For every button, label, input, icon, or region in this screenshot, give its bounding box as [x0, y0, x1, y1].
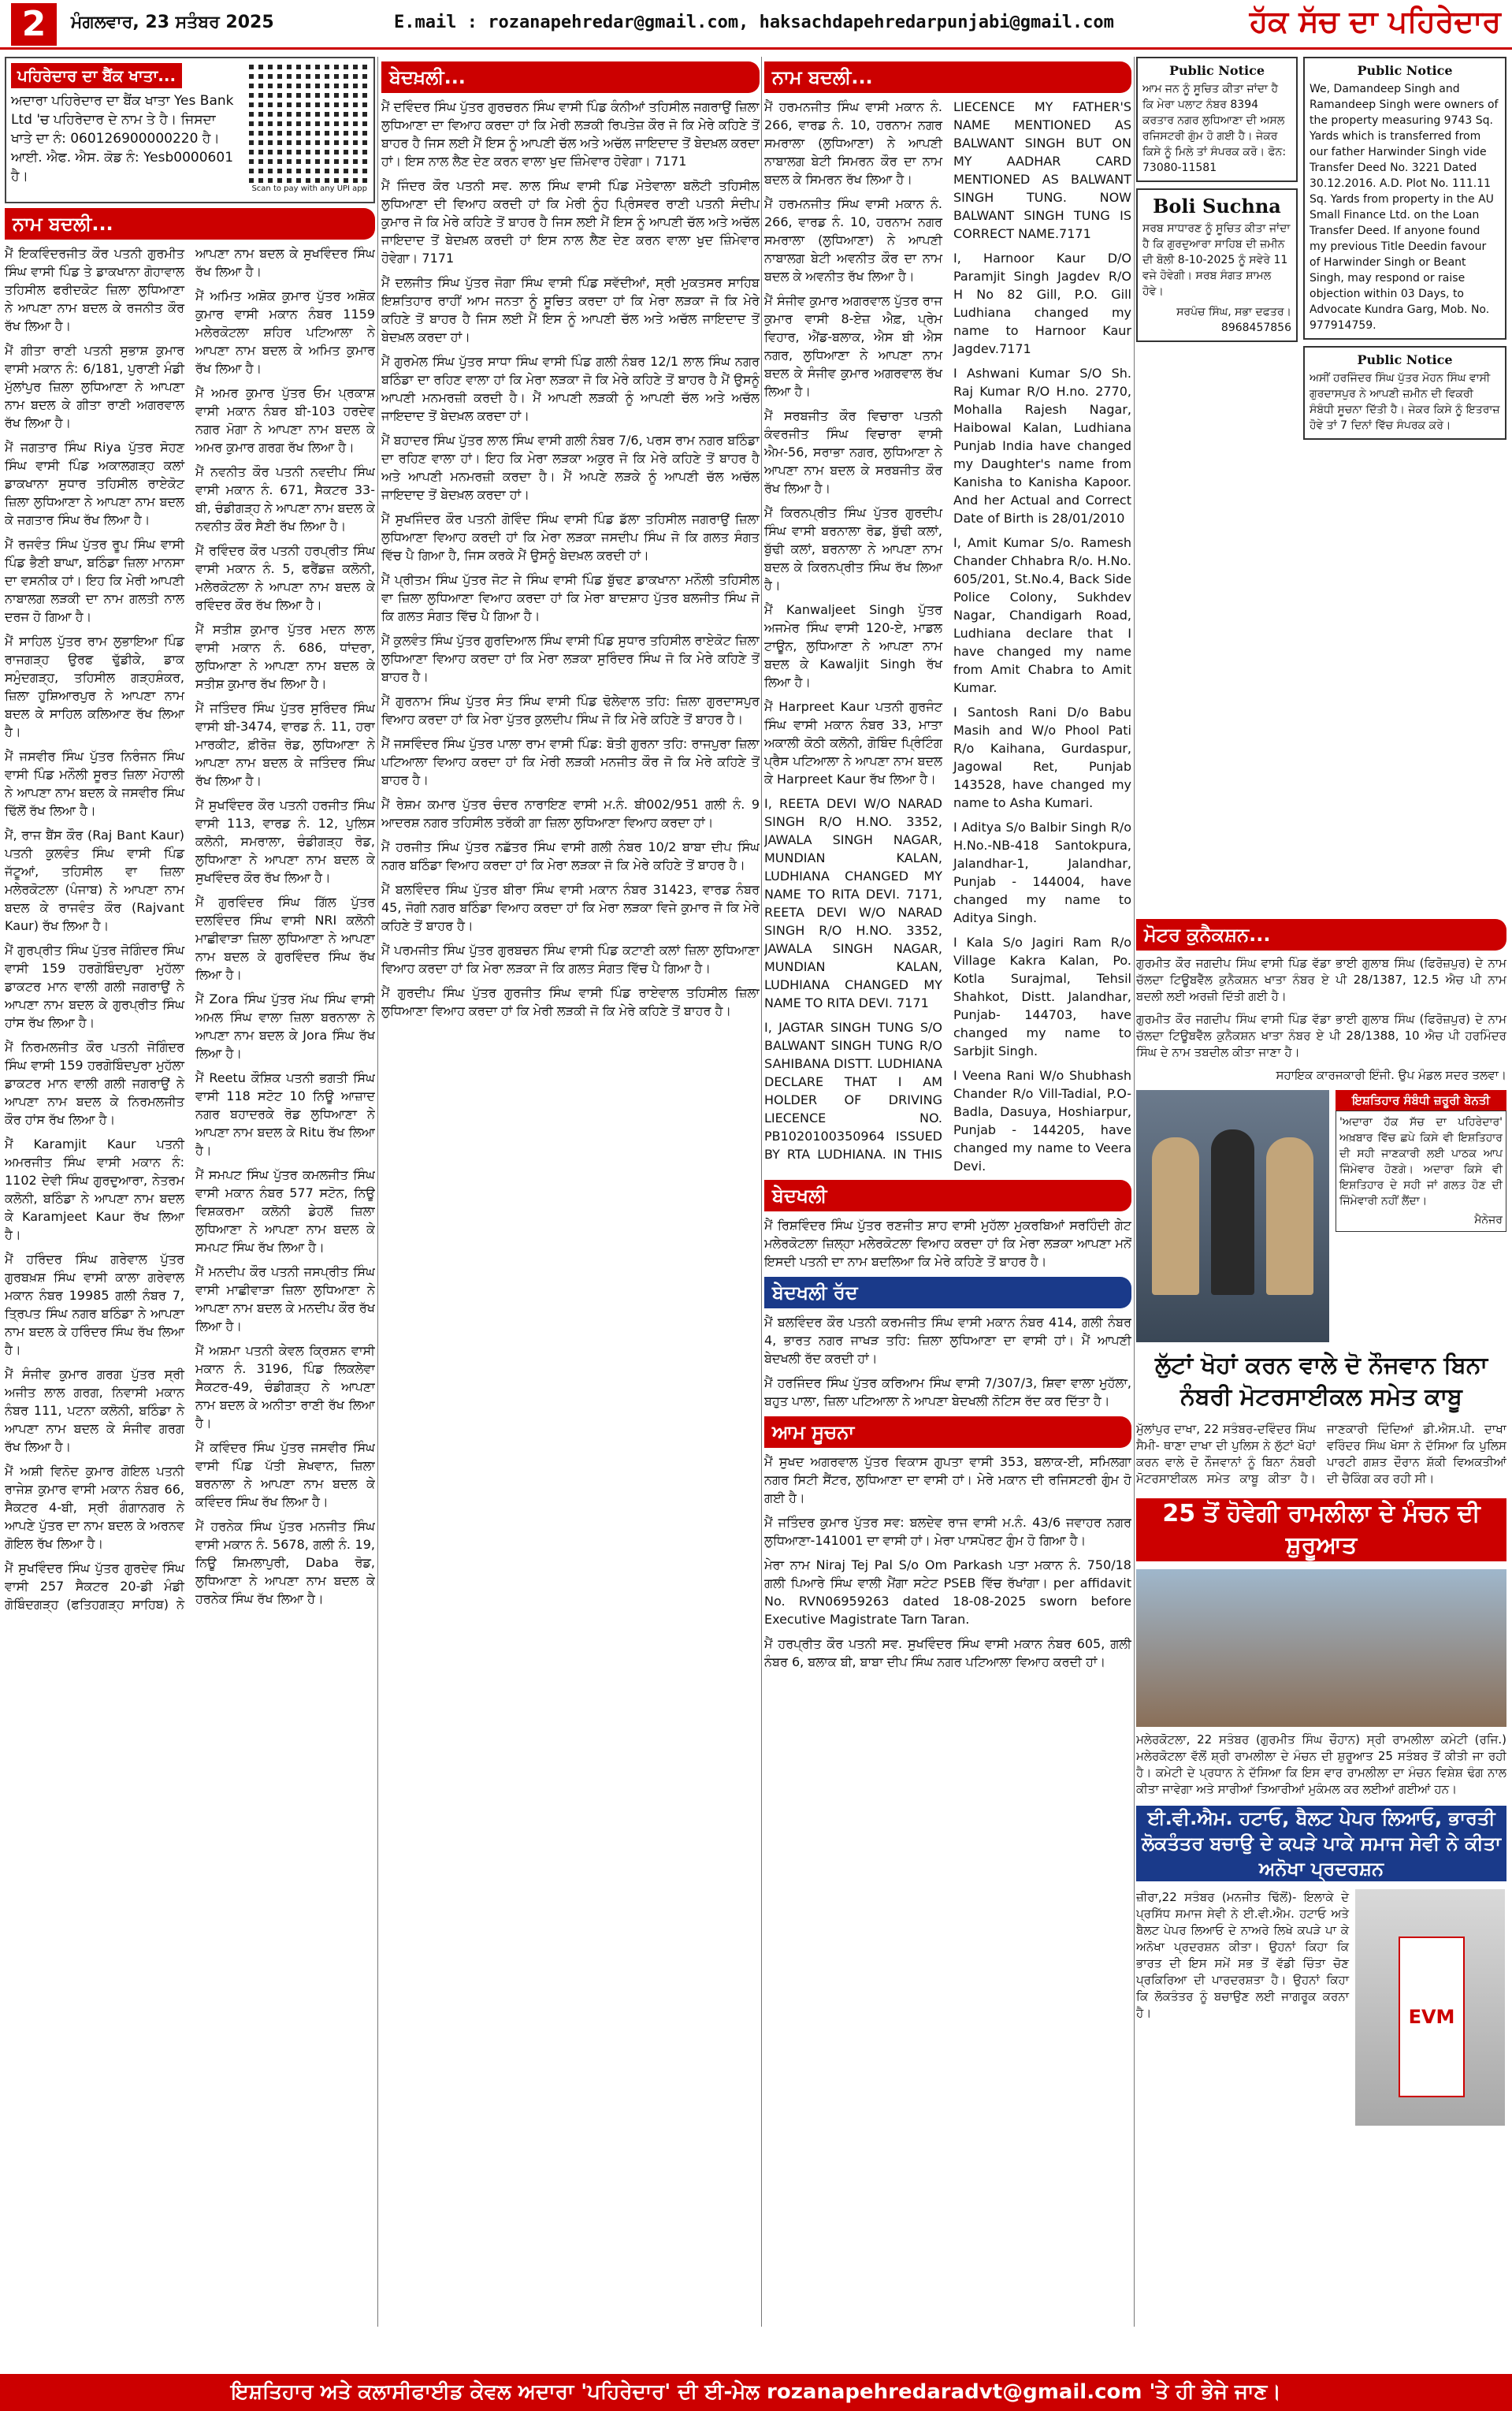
news-2-body [1136, 1732, 1506, 1798]
list-item: ਮੈਂ ਗੁਰਵਿੰਦਰ ਸਿੰਘ ਗਿੱਲ ਪੁੱਤਰ ਦਲਵਿੰਦਰ ਸਿੰਘ ਵਾਸੀ NRI ਕਲੋਨੀ ਮਾਛੀਵਾੜਾ ਜ਼ਿਲਾ ਲੁਧਿਆਣਾ ਨੇ ਆਪਣਾ ਨਾਮ ਬਦਲ ਕੇ ਗੁਰਵਿੰਦਰ ਸਿੰਘ ਰੱਖ ਲਿਆ ਹੈ। [195, 895, 375, 982]
list-item: ਮੈਂ ਨਿਰਮਲਜੀਤ ਕੌਰ ਪਤਨੀ ਜੋਗਿੰਦਰ ਸਿੰਘ ਵਾਸੀ 159 ਹਰਗੋਬਿੰਦਪੁਰਾ ਮੁਹੱਲਾ ਡਾਕਟਰ ਮਾਨ ਵਾਲੀ ਗਲੀ ਜਗਰਾਉਂ ਨੇ ਆਪਣਾ ਨਾਮ ਬਦਲ ਕੇ ਨਿਰਮਲਜੀਤ ਕੌਰ ਹਾਂਸ ਰੱਖ ਲਿਆ ਹੈ। [5, 1040, 184, 1127]
list-item: ਮੈਂ ਬਹਾਦਰ ਸਿੰਘ ਪੁੱਤਰ ਲਾਲ ਸਿੰਘ ਵਾਸੀ ਗਲੀ ਨੰਬਰ 7/6, ਪਰਸ ਰਾਮ ਨਗਰ ਬਠਿੰਡਾ ਦਾ ਰਹਿਣ ਵਾਲਾ ਹਾਂ। ਇਹ ਕਿ ਮੇਰਾ ਲੜਕਾ ਅਕੁਰ ਜੋ ਕਿ ਮੇਰੇ ਕਹਿਣੇ ਤੋਂ ਬਾਹਰ ਹੈ ਅਤੇ ਆਪਣੀ ਮਨਮਰਜ਼ੀ ਕਰਦਾ ਹੈ। ਮੈਂ ਅਪਣੇ ਲੜਕੇ ਨੂੰ ਆਪਣੀ ਚੱਲ ਅਚੱਲ ਜਾਇਦਾਦ ਤੋਂ ਬੇਦਖ਼ਲ ਕਰਦਾ ਹਾਂ। [381, 433, 760, 502]
column-naam-badli [5, 57, 375, 2327]
list-item: I Santosh Rani D/o Babu Masih and W/o Phool Pati R/o Kaihana, Gurdaspur, Jagowal Ret, Punjab 143528, have changed my name to Asha Kumari. [953, 705, 1131, 810]
bank-title: ਪਹਿਰੇਦਾਰ ਦਾ ਬੈਂਕ ਖਾਤਾ... [11, 63, 182, 88]
right-news-area [1136, 914, 1506, 2364]
news-body: ਜ਼ੀਰਾ,22 ਸਤੰਬਰ (ਮਨਜੀਤ ਢਿੱਲੋਂ)- ਇਲਾਕੇ ਦੇ ਪ੍ਰਸਿੱਧ ਸਮਾਜ ਸੇਵੀ ਨੇ ਈ.ਵੀ.ਐਮ. ਹਟਾਓ ਅਤੇ ਬੈਲਟ ਪੇਪਰ ਲਿਆਓ ਦੇ ਨਾਅਰੇ ਲਿਖੇ ਕਪੜੇ ਪਾ ਕੇ ਅਨੋਖਾ ਪ੍ਰਦਰਸ਼ਨ ਕੀਤਾ। ਉਹਨਾਂ ਕਿਹਾ ਕਿ ਭਾਰਤ ਦੀ ਇਸ ਸਮੇਂ ਸਭ ਤੋਂ ਵੱਡੀ ਚਿੰਤਾ ਚੋਣ ਪ੍ਰਕਿਰਿਆ ਦੀ ਪਾਰਦਰਸ਼ਤਾ ਹੈ। ਉਹਨਾਂ ਕਿਹਾ ਕਿ ਲੋਕਤੰਤਰ ਨੂੰ ਬਚਾਉਣ ਲਈ ਜਾਗਰੂਕ ਕਰਨਾ ਹੈ। [1136, 1890, 1349, 2020]
motor-listings [1136, 955, 1506, 1084]
header-email[interactable]: E.mail : rozanapehredar@gmail.com, haksachdapehredarpunjabi@gmail.com [394, 13, 1114, 32]
list-item: ਮੈਂ ਜਸਵਿੰਦਰ ਸਿੰਘ ਪੁੱਤਰ ਪਾਲਾ ਰਾਮ ਵਾਸੀ ਪਿੰਡ: ਬੋਤੀ ਗੁਰਨਾ ਤਹਿ: ਰਾਜਪੁਰਾ ਜ਼ਿਲਾ ਪਟਿਆਲਾ ਵਿਆਹ ਕਰਦਾ ਹਾਂ ਕਿ ਮੇਰੀ ਲੜਕੀ ਮਨਜੀਤ ਕੌਰ ਜੋ ਕਿ ਮੇਰੇ ਕਹਿਣੇ ਤੋਂ ਬਾਹਰ ਹੈ। [381, 736, 760, 787]
bank-details: ਅਦਾਰਾ ਪਹਿਰੇਦਾਰ ਦਾ ਬੈਂਕ ਖਾਤਾ Yes Bank Ltd 'ਚ ਪਹਿਰੇਦਾਰ ਦੇ ਨਾਮ ਤੇ ਹੈ। ਜਿਸਦਾ ਖਾਤੇ ਦਾ ਨੰ: 060126900000220 ਹੈ। ਆਈ. ਐਫ. ਐਸ. ਕੋਡ ਨੰ: Yesb0000601 ਹੈ। [11, 93, 234, 184]
list-item: ਮੈਂ ਹਰਮਨਜੀਤ ਸਿੰਘ ਵਾਸੀ ਮਕਾਨ ਨੰ. 266, ਵਾਰਡ ਨੰ. 10, ਹਰਨਾਮ ਨਗਰ ਸਮਰਾਲਾ (ਲੁਧਿਆਣਾ) ਨੇ ਆਪਣੀ ਨਾਬਾਲਗ ਬੇਟੀ ਸਿਮਰਨ ਕੌਰ ਦਾ ਨਾਮ ਬਦਲ ਕੇ ਸਿਮਰਨ ਰੱਖ ਲਿਆ ਹੈ। [764, 99, 942, 187]
list-item: ਮੈਂ ਮਨਦੀਪ ਕੌਰ ਪਤਨੀ ਜਸਪ੍ਰੀਤ ਸਿੰਘ ਵਾਸੀ ਮਾਛੀਵਾੜਾ ਜ਼ਿਲਾ ਲੁਧਿਆਣਾ ਨੇ ਆਪਣਾ ਨਾਮ ਬਦਲ ਕੇ ਮਨਦੀਪ ਕੌਰ ਰੱਖ ਲਿਆ ਹੈ। [195, 1264, 375, 1334]
page-number: 2 [11, 3, 57, 46]
list-item: ਮੈਂ ਗੁਰਨਾਮ ਸਿੰਘ ਪੁੱਤਰ ਸੰਤ ਸਿੰਘ ਵਾਸੀ ਪਿੰਡ ਢੋਲੇਵਾਲ ਤਹਿ: ਜ਼ਿਲਾ ਗੁਰਦਾਸਪੁਰ ਵਿਆਹ ਕਰਦਾ ਹਾਂ ਕਿ ਮੇਰਾ ਪੁੱਤਰ ਕੁਲਦੀਪ ਸਿੰਘ ਜੋ ਕਿ ਮੇਰੇ ਕਹਿਣੇ ਤੋਂ ਬਾਹਰ ਹੈ। [381, 694, 760, 727]
list-item: I, REETA DEVI W/O NARAD SINGH R/O H.NO. 3352, JAWALA SINGH NAGAR, MUNDIAN KALAN, LUDHIANA CHANGED MY NAME TO RITA DEVI. 7171, REETA DEVI W/O NARAD SINGH R/O H.NO. 3352, JAWALA SINGH NAGAR, MUNDIAN KALAN, LUDHIANA CHANGED MY NAME TO RITA DEVI. 7171 [764, 796, 942, 1010]
list-item: ਮੈਂ ਦਵਿੰਦਰ ਸਿੰਘ ਪੁੱਤਰ ਗੁਰਚਰਨ ਸਿੰਘ ਵਾਸੀ ਪਿੰਡ ਕੰਨੀਆਂ ਤਹਿਸੀਲ ਜਗਰਾਉਂ ਜ਼ਿਲਾ ਲੁਧਿਆਣਾ ਦਾ ਵਿਆਹ ਕਰਦਾ ਹਾਂ ਕਿ ਮੇਰੀ ਲੜਕੀ ਰਿਪਤੇਜ਼ ਕੌਰ ਜੋ ਕਿ ਮੇਰੇ ਕਹਿਣੇ ਤੋਂ ਬਾਹਰ ਹੈ ਜਿਸ ਲਈ ਮੈਂ ਇਸ ਨੂੰ ਆਪਣੀ ਚੱਲ ਅਤੇ ਅਚੱਲ ਜਾਇਦਾਦ ਤੋਂ ਬੇਦਖ਼ਲ ਕਰਦਾ ਹਾਂ। ਇਸ ਨਾਲ ਲੈਣ ਦੇਣ ਕਰਨ ਵਾਲਾ ਖੁਦ ਜ਼ਿੰਮੇਵਾਰ ਹੋਵੇਗਾ। 7171 [381, 99, 760, 169]
list-item: ਮੈਂ ਬਲਵਿੰਦਰ ਸਿੰਘ ਪੁੱਤਰ ਬੀਰਾ ਸਿੰਘ ਵਾਸੀ ਮਕਾਨ ਨੰਬਰ 31423, ਵਾਰਡ ਨੰਬਰ 45, ਜੋਗੀ ਨਗਰ ਬਠਿੰਡਾ ਵਿਆਹ ਕਰਦਾ ਹਾਂ ਕਿ ਮੇਰਾ ਲੜਕਾ ਵਿਜੇ ਕੁਮਾਰ ਜੋ ਕਿ ਮੇਰੇ ਕਹਿਣੇ ਤੋਂ ਬਾਹਰ ਹੈ। [381, 882, 760, 933]
public-notice-2 [1303, 57, 1506, 340]
list-item: ਗੁਰਮੀਤ ਕੌਰ ਜਗਦੀਪ ਸਿੰਘ ਵਾਸੀ ਪਿੰਡ ਵੱਡਾ ਭਾਈ ਗੁਲਾਬ ਸਿੰਘ (ਫਿਰੋਜ਼ਪੁਰ) ਦੇ ਨਾਮ ਚੱਲਦਾ ਟਿਊਬਵੈੱਲ ਕੁਨੈਕਸ਼ਨ ਖਾਤਾ ਨੰਬਰ ਏ ਪੀ 28/1388, 10 ਐਚ ਪੀ ਹਰਮਿੰਦਰ ਸਿੰਘ ਦੇ ਨਾਮ ਤਬਦੀਲ ਕੀਤਾ ਜਾਣਾ ਹੈ। [1136, 1012, 1506, 1059]
list-item: ਮੈਂ Harpreet Kaur ਪਤਨੀ ਗੁਰਜੰਟ ਸਿੰਘ ਵਾਸੀ ਮਕਾਨ ਨੰਬਰ 33, ਮਾਤਾ ਅਕਾਲੀ ਕੋਠੀ ਕਲੋਨੀ, ਗੋਬਿੰਦ ਪ੍ਰਿੰਟਿੰਗ ਪ੍ਰੈਸ ਪਟਿਆਲਾ ਨੇ ਆਪਣਾ ਨਾਮ ਬਦਲ ਕੇ Harpreet Kaur ਰੱਖ ਲਿਆ ਹੈ। [764, 699, 942, 787]
list-item: ਮੈਂ ਅਮਰ ਕੁਮਾਰ ਪੁੱਤਰ ਓਮ ਪ੍ਰਕਾਸ਼ ਵਾਸੀ ਮਕਾਨ ਨੰਬਰ ਬੀ-103 ਹਰਦੇਵ ਨਗਰ ਮੋਗਾ ਨੇ ਆਪਣਾ ਨਾਮ ਬਦਲ ਕੇ ਅਮਰ ਕੁਮਾਰ ਗਰਗ ਰੱਖ ਲਿਆ ਹੈ। [195, 385, 375, 455]
person-silhouette [1266, 1137, 1313, 1295]
column-naam-badli-2 [764, 57, 1131, 2327]
news-1-body [1136, 1421, 1506, 1490]
list-item: ਮੈਂ ਸੰਜੀਵ ਕੁਮਾਰ ਗਰਗ ਪੁੱਤਰ ਸ੍ਰੀ ਅਜੀਤ ਲਾਲ ਗਰਗ, ਨਿਵਾਸੀ ਮਕਾਨ ਨੰਬਰ 111, ਪਟਨਾ ਕਲੋਨੀ, ਬਠਿੰਡਾ ਨੇ ਆਪਣਾ ਨਾਮ ਬਦਲ ਕੇ ਸੰਜੀਵ ਗਰਗ ਰੱਖ ਲਿਆ ਹੈ। [5, 1367, 184, 1454]
section-bedakhli-radd: ਬੇਦਖਲੀ ਰੱਦ [764, 1277, 1131, 1308]
person-silhouette [1211, 1129, 1254, 1295]
section-aam-suchna: ਆਮ ਸੂਚਨਾ [764, 1416, 1131, 1448]
list-item: I Veena Rani W/o Shubhash Chander R/o Vill-Tadial, P.O- Badla, Dasuya, Hoshiarpur, Punjab - 144205, have changed my name to Veera Devi. [953, 1068, 1131, 1174]
notice-title: Public Notice [1357, 352, 1453, 367]
section-naam-badli: ਨਾਮ ਬਦਲੀ... [5, 208, 375, 240]
list-item: ਮੈਂ ਪ੍ਰੀਤਮ ਸਿੰਘ ਪੁੱਤਰ ਜੋਟ ਜੇ ਸਿੰਘ ਵਾਸੀ ਪਿੰਡ ਬੁੱਢਣ ਡਾਕਖਾਨਾ ਮਨੌਲੀ ਤਹਿਸੀਲ ਵਾ ਜ਼ਿਲਾ ਲੁਧਿਆਣਾ ਵਿਆਹ ਕਰਦਾ ਹਾਂ ਕਿ ਮੇਰਾ ਬਾਦਸ਼ਾਹ ਪੁੱਤਰ ਬਲਜੀਤ ਸਿੰਘ ਜੋ ਕਿ ਗਲਤ ਸੰਗਤ ਵਿੱਚ ਪੈ ਗਿਆ ਹੈ। [381, 572, 760, 623]
page-date: ਮੰਗਲਵਾਰ, 23 ਸਤੰਬਰ 2025 [71, 13, 274, 32]
public-notice-1 [1136, 57, 1298, 182]
section-bedakhli: ਬੇਦਖ਼ਲੀ... [381, 61, 760, 93]
qr-caption: Scan to pay with any UPI app [251, 184, 367, 193]
list-item: ਮੈਂ ਜਤਿੰਦਰ ਸਿੰਘ ਪੁੱਤਰ ਸੁਰਿੰਦਰ ਸਿੰਘ ਵਾਸੀ ਬੀ-3474, ਵਾਰਡ ਨੰ. 11, ਹਰਾ ਮਾਰਕੀਟ, ਫ਼ੀਰੋਜ਼ ਰੋਡ, ਲੁਧਿਆਣਾ ਨੇ ਆਪਣਾ ਨਾਮ ਬਦਲ ਕੇ ਜਤਿੰਦਰ ਸਿੰਘ ਰੱਖ ਲਿਆ ਹੈ। [195, 701, 375, 788]
list-item: ਮੈਂ ਪਰਮਜੀਤ ਸਿੰਘ ਪੁੱਤਰ ਗੁਰਬਚਨ ਸਿੰਘ ਵਾਸੀ ਪਿੰਡ ਕਟਾਣੀ ਕਲਾਂ ਜ਼ਿਲਾ ਲੁਧਿਆਣਾ ਵਿਆਹ ਕਰਦਾ ਹਾਂ ਕਿ ਮੇਰਾ ਲੜਕਾ ਜੋ ਕਿ ਗਲਤ ਸੰਗਤ ਵਿੱਚ ਪੈ ਗਿਆ ਹੈ। [381, 943, 760, 976]
notice-title: Public Notice [1168, 63, 1265, 78]
list-item: ਮੈਂ Reetu ਕੌਸ਼ਿਕ ਪਤਨੀ ਭਗਤੀ ਸਿੰਘ ਵਾਸੀ 118 ਸਟੋਟ 10 ਨਿਊ ਆਜ਼ਾਦ ਨਗਰ ਬਹਾਦਰਕੇ ਰੋਡ ਲੁਧਿਆਣਾ ਨੇ ਆਪਣਾ ਨਾਮ ਬਦਲ ਕੇ Ritu ਰੱਖ ਲਿਆ ਹੈ। [195, 1070, 375, 1158]
list-item: ਮੈਂ ਜਤਿੰਦਰ ਕੁਮਾਰ ਪੁੱਤਰ ਸਵ: ਬਲਦੇਵ ਰਾਜ ਵਾਸੀ ਮ.ਨੰ. 43/6 ਜਵਾਹਰ ਨਗਰ ਲੁਧਿਆਣਾ-141001 ਦਾ ਵਾਸੀ ਹਾਂ। ਮੇਰਾ ਪਾਸਪੋਰਟ ਗੁੰਮ ਹੋ ਗਿਆ ਹੈ। [764, 1515, 1131, 1548]
disclaimer-sign: ਮੈਨੇਜਰ [1474, 1214, 1503, 1226]
notice-text: ਆਮ ਜਨ ਨੂੰ ਸੂਚਿਤ ਕੀਤਾ ਜਾਂਦਾ ਹੈ ਕਿ ਮੇਰਾ ਪਲਾਟ ਨੰਬਰ 8394 ਕਰਤਾਰ ਨਗਰ ਲੁਧਿਆਣਾ ਦੀ ਅਸਲ ਰਜਿਸਟਰੀ ਗੁੰਮ ਹੋ ਗਈ ਹੈ। ਜੇਕਰ ਕਿਸੇ ਨੂੰ ਮਿਲੇ ਤਾਂ ਸੰਪਰਕ ਕਰੋ। ਫੋਨ: 73080-11581 [1142, 83, 1287, 174]
section-motor: ਮੋਟਰ ਕੁਨੈਕਸ਼ਨ... [1136, 919, 1506, 951]
ramlila-photo [1136, 1569, 1506, 1727]
list-item: ਮੈਂ ਸੁਖਵਿੰਦਰ ਕੌਰ ਪਤਨੀ ਹਰਜੀਤ ਸਿੰਘ ਵਾਸੀ 113, ਵਾਰਡ ਨੰ. 12, ਪੁਲਿਸ ਕਲੋਨੀ, ਸਮਰਾਲਾ, ਚੰਡੀਗੜ੍ਹ ਰੋਡ, ਲੁਧਿਆਣਾ ਨੇ ਆਪਣਾ ਨਾਮ ਬਦਲ ਕੇ ਸੁਖਵਿੰਦਰ ਕੌਰ ਰੱਖ ਲਿਆ ਹੈ। [195, 798, 375, 885]
boli-text: ਸਰਬ ਸਾਧਾਰਣ ਨੂੰ ਸੂਚਿਤ ਕੀਤਾ ਜਾਂਦਾ ਹੈ ਕਿ ਗੁਰਦੁਆਰਾ ਸਾਹਿਬ ਦੀ ਜ਼ਮੀਨ ਦੀ ਬੋਲੀ 8-10-2025 ਨੂੰ ਸਵੇਰੇ 11 ਵਜੇ ਹੋਵੇਗੀ। ਸਰਬ ਸੰਗਤ ਸ਼ਾਮਲ ਹੋਵੇ। [1142, 222, 1291, 298]
list-item: ਮੈਂ ਗੁਰਮੇਲ ਸਿੰਘ ਪੁੱਤਰ ਸਾਧਾ ਸਿੰਘ ਵਾਸੀ ਪਿੰਡ ਗਲੀ ਨੰਬਰ 12/1 ਲਾਲ ਸਿੰਘ ਨਗਰ ਬਠਿੰਡਾ ਦਾ ਰਹਿਣ ਵਾਲਾ ਹਾਂ ਕਿ ਮੇਰਾ ਲੜਕਾ ਜੋ ਕਿ ਮੇਰੇ ਕਹਿਣੇ ਤੋਂ ਬਾਹਰ ਹੈ ਮੈਂ ਉਸਨੂੰ ਆਪਣੀ ਮਨਮਰਜ਼ੀ ਕਰਦੀ ਹੈ। ਮੈਂ ਆਪਣੀ ਲੜਕੀ ਨੂੰ ਆਪਣੀ ਚੱਲ ਅਤੇ ਅਚੱਲ ਜਾਇਦਾਦ ਤੋਂ ਬੇਦਖ਼ਲ ਕਰਦਾ ਹਾਂ। [381, 354, 760, 423]
list-item: ਮੈਂ Karamjit Kaur ਪਤਨੀ ਅਮਰਜੀਤ ਸਿੰਘ ਵਾਸੀ ਮਕਾਨ ਨੰ: 1102 ਦੇਵੀ ਸਿੰਘ ਗੁਰਦੁਆਰਾ, ਨੇਤਰਮ ਕਲੋਨੀ, ਬਠਿੰਡਾ ਨੇ ਆਪਣਾ ਨਾਮ ਬਦਲ ਕੇ Karamjeet Kaur ਰੱਖ ਲਿਆ ਹੈ। [5, 1137, 184, 1242]
disclaimer-body: 'ਅਦਾਰਾ ਹੱਕ ਸੱਚ ਦਾ ਪਹਿਰੇਦਾਰ' ਅਖ਼ਬਾਰ ਵਿੱਚ ਛਪੇ ਕਿਸੇ ਵੀ ਇਸ਼ਤਿਹਾਰ ਦੀ ਸਹੀ ਜਾਣਕਾਰੀ ਲਈ ਪਾਠਕ ਆਪ ਜਿੰਮੇਵਾਰ ਹੋਣਗੇ। ਅਦਾਰਾ ਕਿਸੇ ਵੀ ਇਸ਼ਤਿਹਾਰ ਦੇ ਸਹੀ ਜਾਂ ਗਲਤ ਹੋਣ ਦੀ ਜਿੰਮੇਵਾਰੀ ਨਹੀਂ ਲੈਂਦਾ। [1339, 1116, 1503, 1207]
list-item: ਮੈਂ, ਰਾਜ ਬੈਂਸ ਕੌਰ (Raj Bant Kaur) ਪਤਨੀ ਕੁਲਵੰਤ ਸਿੰਘ ਵਾਸੀ ਪਿੰਡ ਜੱਟੂਆਂ, ਤਹਿਸੀਲ ਵਾ ਜ਼ਿਲਾ ਮਲੇਰਕੋਟਲਾ (ਪੰਜਾਬ) ਨੇ ਆਪਣਾ ਨਾਮ ਬਦਲ ਕੇ ਰਾਜਵੰਤ ਕੌਰ (Rajvant Kaur) ਰੱਖ ਲਿਆ ਹੈ। [5, 828, 184, 933]
masthead-logo: ਹੱਕ ਸੱਚ ਦਾ ਪਹਿਰੇਦਾਰ [1249, 3, 1501, 39]
list-item: ਮੈਂ ਗੁਰਪ੍ਰੀਤ ਸਿੰਘ ਪੁੱਤਰ ਜੋਗਿੰਦਰ ਸਿੰਘ ਵਾਸੀ 159 ਹਰਗੋਬਿੰਦਪੁਰਾ ਮੁਹੱਲਾ ਡਾਕਟਰ ਮਾਨ ਵਾਲੀ ਗਲੀ ਜਗਰਾਉਂ ਨੇ ਆਪਣਾ ਨਾਮ ਬਦਲ ਕੇ ਗੁਰਪ੍ਰੀਤ ਸਿੰਘ ਹਾਂਸ ਰੱਖ ਲਿਆ ਹੈ। [5, 943, 184, 1030]
list-item: ਮੈਂ ਸੁਖਜਿੰਦਰ ਕੌਰ ਪਤਨੀ ਗੋਵਿੰਦ ਸਿੰਘ ਵਾਸੀ ਪਿੰਡ ਡੱਲਾ ਤਹਿਸੀਲ ਜਗਰਾਉਂ ਜ਼ਿਲਾ ਲੁਧਿਆਣਾ ਵਿਆਹ ਕਰਦੀ ਹਾਂ ਕਿ ਮੇਰਾ ਲੜਕਾ ਜਸਦੀਪ ਸਿੰਘ ਜੋ ਕਿ ਗਲਤ ਸੰਗਤ ਵਿੱਚ ਪੈ ਗਿਆ ਹੈ, ਜਿਸ ਕਰਕੇ ਮੈਂ ਉਸਨੂੰ ਬੇਦਖ਼ਲ ਕਰਦੀ ਹਾਂ। [381, 512, 760, 563]
list-item: ਮੇਰਾ ਨਾਮ Niraj Tej Pal S/o Om Parkash ਪਤਾ ਮਕਾਨ ਨੰ. 750/18 ਗਲੀ ਪਿਆਰੇ ਸਿੰਘ ਵਾਲੀ ਮੈਂਗਾ ਸਟੇਟ PSEB ਵਿੱਚ ਰੱਖਾਂਗਾ। per affidavit No. RVN06959263 dated 18-08-2025 sworn before Executive Magistrate Tarn Taran. [764, 1557, 1131, 1627]
list-item: ਮੈਂ ਸੁਖਦ ਅਗਰਵਾਲ ਪੁੱਤਰ ਵਿਕਾਸ ਗੁਪਤਾ ਵਾਸੀ 353, ਬਲਾਕ-ਈ, ਸਮਿਲਗਾ ਨਗਰ ਸਿਟੀ ਸੈਂਟਰ, ਲੁਧਿਆਣਾ ਦਾ ਵਾਸੀ ਹਾਂ। ਮੇਰੇ ਮਕਾਨ ਦੀ ਰਜਿਸਟਰੀ ਗੁੰਮ ਹੋ ਗਈ ਹੈ। [764, 1454, 1131, 1505]
list-item: I, Harnoor Kaur D/O Paramjit Singh Jagdev R/O H No 82 Gill, P.O. Gill Ludhiana changed my name to Harnoor Kaur Jagdev.7171 [953, 251, 1131, 356]
list-item: ਮੈਂ ਅਸ਼ੀ ਵਿਨੋਦ ਕੁਮਾਰ ਗੋਇਲ ਪਤਨੀ ਰਾਜੇਸ਼ ਕੁਮਾਰ ਵਾਸੀ ਮਕਾਨ ਨੰਬਰ 66, ਸੈਕਟਰ 4-ਬੀ, ਸ੍ਰੀ ਗੰਗਾਨਗਰ ਨੇ ਆਪਣੇ ਪੁੱਤਰ ਦਾ ਨਾਮ ਬਦਲ ਕੇ ਅਰਨਵ ਗੋਇਲ ਰੱਖ ਲਿਆ ਹੈ। [5, 1464, 184, 1551]
list-item: ਮੈਂ ਕੁਲਵੰਤ ਸਿੰਘ ਪੁੱਤਰ ਗੁਰਦਿਆਲ ਸਿੰਘ ਵਾਸੀ ਪਿੰਡ ਸੁਧਾਰ ਤਹਿਸੀਲ ਰਾਏਕੋਟ ਜ਼ਿਲਾ ਲੁਧਿਆਣਾ ਵਿਆਹ ਕਰਦਾ ਹਾਂ ਕਿ ਮੇਰਾ ਲੜਕਾ ਸੁਰਿੰਦਰ ਸਿੰਘ ਜੋ ਕਿ ਮੇਰੇ ਕਹਿਣੇ ਤੋਂ ਬਾਹਰ ਹੈ। [381, 633, 760, 684]
list-item: ਮੈਂ ਇਕਵਿੰਦਰਜੀਤ ਕੌਰ ਪਤਨੀ ਗੁਰਮੀਤ ਸਿੰਘ ਵਾਸੀ ਪਿੰਡ ਤੇ ਡਾਕਖਾਨਾ ਗੋਹਾਵਾਲ ਤਹਿਸੀਲ ਫਰੀਦਕੋਟ ਜ਼ਿਲਾ ਲੁਧਿਆਣਾ ਨੇ ਆਪਣਾ ਨਾਮ ਬਦਲ ਕੇ ਰਜਨੀਤ ਕੌਰ ਰੱਖ ਲਿਆ ਹੈ। [5, 246, 184, 333]
boli-sign: ਸਰਪੰਚ ਸਿੰਘ, ਸਭਾ ਦਫਤਰ। 8968457856 [1176, 306, 1291, 334]
list-item: ਮੈਂ ਹਰਮਨਜੀਤ ਸਿੰਘ ਵਾਸੀ ਮਕਾਨ ਨੰ. 266, ਵਾਰਡ ਨੰ. 10, ਹਰਨਾਮ ਨਗਰ ਸਮਰਾਲਾ (ਲੁਧਿਆਣਾ) ਨੇ ਆਪਣੀ ਨਾਬਾਲਗ ਬੇਟੀ ਅਵਨੀਤ ਕੌਰ ਦਾ ਨਾਮ ਬਦਲ ਕੇ ਅਵਨੀਤ ਰੱਖ ਲਿਆ ਹੈ। [764, 196, 942, 284]
news-1-headline: ਲੁੱਟਾਂ ਖੋਹਾਂ ਕਰਨ ਵਾਲੇ ਦੋ ਨੌਜਵਾਨ ਬਿਨਾ ਨੰਬਰੀ ਮੋਟਰਸਾਈਕਲ ਸਮੇਤ ਕਾਬੂ [1154, 1352, 1488, 1411]
list-item: ਮੈਂ ਹਰਨੇਕ ਸਿੰਘ ਪੁੱਤਰ ਮਨਜੀਤ ਸਿੰਘ ਵਾਸੀ ਮਕਾਨ ਨੰ. 5678, ਗਲੀ ਨੰ. 19, ਨਿਊ ਸ਼ਿਮਲਾਪੁਰੀ, Daba ਰੋਡ, ਲੁਧਿਆਣਾ ਨੇ ਆਪਣਾ ਨਾਮ ਬਦਲ ਕੇ ਹਰਨੇਕ ਸਿੰਘ ਰੱਖ ਲਿਆ ਹੈ। [195, 1519, 375, 1606]
notice-text: ਅਸੀਂ ਹਰਜਿੰਦਰ ਸਿੰਘ ਪੁੱਤਰ ਮੋਹਨ ਸਿੰਘ ਵਾਸੀ ਗੁਰਦਾਸਪੁਰ ਨੇ ਆਪਣੀ ਜ਼ਮੀਨ ਦੀ ਵਿਕਰੀ ਸੰਬੰਧੀ ਸੂਚਨਾ ਦਿੱਤੀ ਹੈ। ਜੇਕਰ ਕਿਸੇ ਨੂੰ ਇਤਰਾਜ਼ ਹੋਵੇ ਤਾਂ 7 ਦਿਨਾਂ ਵਿੱਚ ਸੰਪਰਕ ਕਰੇ। [1310, 372, 1500, 432]
list-item: I Aditya S/o Balbir Singh R/o H.No.-NB-418 Santokpura, Jalandhar-1, Jalandhar, Punjab - 144004, have changed my name to Aditya Singh. [953, 820, 1131, 925]
list-item: ਮੈਂ ਰੇਸ਼ਮ ਕਮਾਰ ਪੁੱਤਰ ਚੰਦਰ ਨਾਰਾਇਣ ਵਾਸੀ ਮ.ਨੰ. ਬੀ002/951 ਗਲੀ ਨੰ. 9 ਆਦਰਸ਼ ਨਗਰ ਤਹਿਸੀਲ ਤਰੱਕੀ ਗਾ ਜ਼ਿਲਾ ਲੁਧਿਆਣਾ ਵਿਆਹ ਕਰਦਾ ਹਾਂ। [381, 797, 760, 830]
section-bedakhli-2: ਬੇਦਖਲੀ [764, 1180, 1131, 1211]
list-item: ਮੈਂ ਜਗਤਾਰ ਸਿੰਘ Riya ਪੁੱਤਰ ਸੋਹਣ ਸਿੰਘ ਵਾਸੀ ਪਿੰਡ ਅਕਾਲਗੜ੍ਹ ਕਲਾਂ ਡਾਕਖਾਨਾ ਸੁਧਾਰ ਤਹਿਸੀਲ ਰਾਏਕੋਟ ਜ਼ਿਲਾ ਲੁਧਿਆਣਾ ਨੇ ਆਪਣਾ ਨਾਮ ਬਦਲ ਕੇ ਜਗਤਾਰ ਸਿੰਘ ਰੱਖ ਲਿਆ ਹੈ। [5, 440, 184, 527]
aam-suchna-listings [764, 1453, 1131, 1671]
column-divider [1134, 57, 1135, 2327]
list-item: ਮੈਂ ਅਮਿਤ ਅਸ਼ੋਕ ਕੁਮਾਰ ਪੁੱਤਰ ਅਸ਼ੋਕ ਕੁਮਾਰ ਵਾਸੀ ਮਕਾਨ ਨੰਬਰ 1159 ਮਲੇਰਕੋਟਲਾ ਸ਼ਹਿਰ ਪਟਿਆਲਾ ਨੇ ਆਪਣਾ ਨਾਮ ਬਦਲ ਕੇ ਅਮਿਤ ਕੁਮਾਰ ਰੱਖ ਲਿਆ ਹੈ। [195, 288, 375, 376]
naam-badli-listings [5, 244, 375, 1614]
list-item: ਮੈਂ ਰਜਵੰਤ ਸਿੰਘ ਪੁੱਤਰ ਰੂਪ ਸਿੰਘ ਵਾਸੀ ਪਿੰਡ ਭੈਣੀ ਬਾਘਾ, ਬਠਿੰਡਾ ਜ਼ਿਲਾ ਮਾਨਸਾ ਦਾ ਵਸਨੀਕ ਹਾਂ। ਇਹ ਕਿ ਮੇਰੀ ਆਪਣੀ ਨਾਬਾਲਗ ਲੜਕੀ ਦਾ ਨਾਮ ਗਲਤੀ ਨਾਲ ਦਰਜ ਹੋ ਗਿਆ ਹੈ। [5, 537, 184, 624]
column-notices-left [1136, 57, 1298, 916]
column-bedakhli [381, 57, 760, 2327]
bedakhli-2-listing [764, 1216, 1131, 1271]
news-3-headline: ਈ.ਵੀ.ਐਮ. ਹਟਾਓ, ਬੈਲਟ ਪੇਪਰ ਲਿਆਓ, ਭਾਰਤੀ ਲੋਕਤੰਤਰ ਬਚਾਉ ਦੇ ਕਪੜੇ ਪਾਕੇ ਸਮਾਜ ਸੇਵੀ ਨੇ ਕੀਤਾ ਅਨੋਖਾ ਪ੍ਰਦਰਸ਼ਨ [1136, 1806, 1506, 1881]
column-divider [377, 57, 378, 2327]
news-body: ਮੁੱਲਾਂਪੁਰ ਦਾਖਾ, 22 ਸਤੰਬਰ-ਦਵਿੰਦਰ ਸਿੰਘ ਸੈਮੀ- ਥਾਣਾ ਦਾਖਾ ਦੀ ਪੁਲਿਸ ਨੇ ਲੁੱਟਾਂ ਖੋਹਾਂ ਕਰਨ ਵਾਲੇ ਦੋ ਨੌਜਵਾਨਾਂ ਨੂੰ ਬਿਨਾ ਨੰਬਰੀ ਮੋਟਰਸਾਈਕਲ ਸਮੇਤ ਕਾਬੂ ਕੀਤਾ ਹੈ। ਜਾਣਕਾਰੀ ਦਿੰਦਿਆਂ ਡੀ.ਐਸ.ਪੀ. ਦਾਖਾ ਵਰਿੰਦਰ ਸਿੰਘ ਖੋਸਾ ਨੇ ਦੱਸਿਆ ਕਿ ਪੁਲਿਸ ਪਾਰਟੀ ਗਸ਼ਤ ਦੌਰਾਨ ਸ਼ੱਕੀ ਵਿਅਕਤੀਆਂ ਦੀ ਚੈਕਿੰਗ ਕਰ ਰਹੀ ਸੀ। [1136, 1422, 1506, 1486]
bedakhli-radd-listings [764, 1313, 1131, 1410]
list-item: ਮੈਂ ਗੁਰਦੀਪ ਸਿੰਘ ਪੁੱਤਰ ਗੁਰਜੀਤ ਸਿੰਘ ਵਾਸੀ ਪਿੰਡ ਰਾਏਵਾਲ ਤਹਿਸੀਲ ਜ਼ਿਲਾ ਲੁਧਿਆਣਾ ਵਿਆਹ ਕਰਦਾ ਹਾਂ ਕਿ ਮੇਰੀ ਲੜਕੀ ਜੋ ਕਿ ਮੇਰੇ ਕਹਿਣੇ ਤੋਂ ਬਾਹਰ ਹੈ। [381, 985, 760, 1018]
list-item: ਮੈਂ ਸੰਜੀਵ ਕੁਮਾਰ ਅਗਰਵਾਲ ਪੁੱਤਰ ਰਾਜ ਕੁਮਾਰ ਵਾਸੀ 8-ਏਜ਼ ਐਫ਼, ਪ੍ਰੇਮ ਵਿਹਾਰ, ਐਂਡ-ਬਲਾਕ, ਐਸ ਬੀ ਐਸ ਨਗਰ, ਲੁਧਿਆਣਾ ਨੇ ਆਪਣਾ ਨਾਮ ਬਦਲ ਕੇ ਸੰਜੀਵ ਕੁਮਾਰ ਅਗਰਵਾਲ ਰੱਖ ਲਿਆ ਹੈ। [764, 293, 942, 399]
news-3-body [1136, 1889, 1349, 2126]
news-1-wrap [1136, 1090, 1329, 1342]
qr-code-pattern [249, 65, 367, 183]
column-notices-right [1303, 57, 1506, 916]
police-photo [1136, 1090, 1329, 1342]
list-item: I Kala S/o Jagiri Ram R/o Village Kakra Kalan, Po. Kotla Surajmal, Tehsil Shahkot, Distt. Jalandhar, Punjab- 144703, have changed my name to Sarbjit Singh. [953, 935, 1131, 1059]
list-item: ਮੈਂ ਕਵਿੰਦਰ ਸਿੰਘ ਪੁੱਤਰ ਜਸਵੀਰ ਸਿੰਘ ਵਾਸੀ ਪਿੰਡ ਪੱਤੀ ਸ਼ੇਖਵਾਨ, ਜ਼ਿਲਾ ਬਰਨਾਲਾ ਨੇ ਆਪਣਾ ਨਾਮ ਬਦਲ ਕੇ ਕਵਿੰਦਰ ਸਿੰਘ ਰੱਖ ਲਿਆ ਹੈ। [195, 1440, 375, 1509]
list-item: I Ashwani Kumar S/O Sh. Raj Kumar R/O H.no. 2770, Mohalla Rajesh Nagar, Haibowal Kalan, Ludhiana Punjab India have changed my Daughter's name from Kanisha to Kanisha Kapoor. And her Actual and Correct Date of Birth is 28/01/2010 [953, 366, 1131, 526]
list-item: ਮੈਂ ਕਿਰਨਪ੍ਰੀਤ ਸਿੰਘ ਪੁੱਤਰ ਗੁਰਦੀਪ ਸਿੰਘ ਵਾਸੀ ਬਰਨਾਲਾ ਰੋਡ, ਬੁੱਢੀ ਕਲਾਂ, ਬੁੱਢੀ ਕਲਾਂ, ਬਰਨਾਲਾ ਨੇ ਆਪਣਾ ਨਾਮ ਬਦਲ ਕੇ ਕਿਰਨਪ੍ਰੀਤ ਸਿੰਘ ਰੱਖ ਲਿਆ ਹੈ। [764, 505, 942, 593]
list-item: I, Amit Kumar S/o. Ramesh Chander Chhabra R/o. H.No. 605/201, St.No.4, Back Side Police Colony, Sukhdev Nagar, Chandigarh Road, Ludhiana declare that I have changed my name from Amit Chabra to Amit Kumar. [953, 535, 1131, 695]
list-item: ਮੈਂ ਬਲਵਿੰਦਰ ਕੌਰ ਪਤਨੀ ਕਰਮਜੀਤ ਸਿੰਘ ਵਾਸੀ ਮਕਾਨ ਨੰਬਰ 414, ਗਲੀ ਨੰਬਰ 4, ਭਾਰਤ ਨਗਰ ਜਾਖੜ ਤਹਿ: ਜ਼ਿਲਾ ਲੁਧਿਆਣਾ ਦਾ ਵਾਸੀ ਹਾਂ। ਮੈਂ ਆਪਣੀ ਬੇਦਖਲੀ ਰੱਦ ਕਰਦੀ ਹਾਂ। [764, 1315, 1131, 1366]
list-item: ਮੈਂ ਸੁਖਵਿੰਦਰ ਸਿੰਘ ਪੁੱਤਰ ਗੁਰਦੇਵ ਸਿੰਘ ਵਾਸੀ 257 ਸੈਕਟਰ 20-ਡੀ ਮੰਡੀ ਗੋਬਿੰਦਗੜ੍ਹ (ਫਤਿਹਗੜ੍ਹ ਸਾਹਿਬ) ਨੇ ਆਪਣਾ ਨਾਮ ਬਦਲ ਕੇ ਸੁਖਵਿੰਦਰ ਸਿੰਘ ਰੱਖ ਲਿਆ ਹੈ। [5, 246, 375, 1612]
notice-text: We, Damandeep Singh and Ramandeep Singh were owners of the property measuring 9743 Sq. Yards which is transferred from our father Harwinder Singh vide Transfer Deed No. 3221 Dated 30.12.2016. A.D. Plot No. 111.11 Sq. Yards from property in the AU Small Finance Ltd. on the Loan Transfer Deed. If anyone found my previous Title Deedin favour of Harwinder Singh or Beant Singh, may respond or raise objection within 03 Days, to Advocate Kundra Garg, Mob. No. 977914759. [1310, 83, 1499, 332]
list-item: ਮੈਂ ਅਸ਼ਮਾ ਪਤਨੀ ਕੇਵਲ ਕ੍ਰਿਸ਼ਨ ਵਾਸੀ ਮਕਾਨ ਨੰ. 3196, ਪਿੰਡ ਲਿਕਲੇਵਾ ਸੈਕਟਰ-49, ਚੰਡੀਗੜ੍ਹ ਨੇ ਆਪਣਾ ਨਾਮ ਬਦਲ ਕੇ ਅਨੀਤਾ ਰਾਣੀ ਰੱਖ ਲਿਆ ਹੈ। [195, 1343, 375, 1431]
list-item: ਮੈਂ Kanwaljeet Singh ਪੁੱਤਰ ਅਜਮੇਰ ਸਿੰਘ ਵਾਸੀ 120-ਏ, ਮਾਡਲ ਟਾਊਨ, ਲੁਧਿਆਣਾ ਨੇ ਆਪਣਾ ਨਾਮ ਬਦਲ ਕੇ Kawaljit Singh ਰੱਖ ਲਿਆ ਹੈ। [764, 602, 942, 690]
list-item: ਮੈਂ ਨਵਨੀਤ ਕੌਰ ਪਤਨੀ ਨਵਦੀਪ ਸਿੰਘ ਵਾਸੀ ਮਕਾਨ ਨੰ. 671, ਸੈਕਟਰ 33-ਬੀ, ਚੰਡੀਗੜ੍ਹ ਨੇ ਆਪਣਾ ਨਾਮ ਬਦਲ ਕੇ ਨਵਨੀਤ ਕੌਰ ਸੈਣੀ ਰੱਖ ਲਿਆ ਹੈ। [195, 464, 375, 534]
motor-sign: ਸਹਾਇਕ ਕਾਰਜਕਾਰੀ ਇੰਜੀ. ਉਪ ਮੰਡਲ ਸਦਰ ਤਲਵਾ। [1276, 1068, 1506, 1082]
list-item: ਮੈਂ ਜਸਵੀਰ ਸਿੰਘ ਪੁੱਤਰ ਨਿਰੰਜਨ ਸਿੰਘ ਵਾਸੀ ਪਿੰਡ ਮਨੌਲੀ ਸੂਰਤ ਜ਼ਿਲਾ ਮੋਹਾਲੀ ਨੇ ਆਪਣਾ ਨਾਮ ਬਦਲ ਕੇ ਜਸਵੀਰ ਸਿੰਘ ਢਿੱਲੋਂ ਰੱਖ ਲਿਆ ਹੈ। [5, 749, 184, 818]
list-item: ਮੈਂ ਹਰਪ੍ਰੀਤ ਕੌਰ ਪਤਨੀ ਸਵ. ਸੁਖਵਿੰਦਰ ਸਿੰਘ ਵਾਸੀ ਮਕਾਨ ਨੰਬਰ 605, ਗਲੀ ਨੰਬਰ 6, ਬਲਾਕ ਬੀ, ਬਾਬਾ ਦੀਪ ਸਿੰਘ ਨਗਰ ਪਟਿਆਲਾ ਵਿਆਹ ਕਰਦੀ ਹਾਂ। [764, 1636, 1131, 1669]
news-and-disclaimer-row [1136, 1090, 1506, 1342]
public-notice-3 [1303, 346, 1506, 440]
footer-banner: ਇਸ਼ਤਿਹਾਰ ਅਤੇ ਕਲਾਸੀਫਾਈਡ ਕੇਵਲ ਅਦਾਰਾ 'ਪਹਿਰੇਦਾਰ' ਦੀ ਈ-ਮੇਲ rozanapehredaradvt@gmail.com 'ਤੇ ਹੀ ਭੇਜੇ ਜਾਣ। [0, 2374, 1512, 2411]
disclaimer-box [1336, 1090, 1506, 1342]
list-item: ਮੈਂ ਸਮਪਟ ਸਿੰਘ ਪੁੱਤਰ ਕਮਲਜੀਤ ਸਿੰਘ ਵਾਸੀ ਮਕਾਨ ਨੰਬਰ 577 ਸਟੋਨ, ਨਿਊ ਵਿਸ਼ਕਰਮਾ ਕਲੋਨੀ ਡੇਹਲੋਂ ਜ਼ਿਲਾ ਲੁਧਿਆਣਾ ਨੇ ਆਪਣਾ ਨਾਮ ਬਦਲ ਕੇ ਸਮਪਟ ਸਿੰਘ ਰੱਖ ਲਿਆ ਹੈ। [195, 1167, 375, 1255]
evm-protest-photo [1355, 1889, 1505, 2126]
list-item: ਮੈਂ ਹਰਜੀਤ ਸਿੰਘ ਪੁੱਤਰ ਨਛੱਤਰ ਸਿੰਘ ਵਾਸੀ ਗਲੀ ਨੰਬਰ 10/2 ਬਾਬਾ ਦੀਪ ਸਿੰਘ ਨਗਰ ਬਠਿੰਡਾ ਵਿਆਹ ਕਰਦਾ ਹਾਂ ਕਿ ਮੇਰਾ ਲੜਕਾ ਜੋ ਕਿ ਮੇਰੇ ਕਹਿਣੇ ਤੋਂ ਬਾਹਰ ਹੈ। [381, 839, 760, 872]
section-naam-badli-2: ਨਾਮ ਬਦਲੀ... [764, 61, 1131, 93]
boli-suchna [1136, 188, 1298, 342]
disclaimer-text [1336, 1111, 1506, 1232]
page-header [0, 0, 1512, 50]
news-2-headline: 25 ਤੋਂ ਹੋਵੇਗੀ ਰਾਮਲੀਲਾ ਦੇ ਮੰਚਨ ਦੀ ਸ਼ੁਰੂਆਤ [1136, 1498, 1506, 1561]
person-silhouette [1152, 1137, 1199, 1295]
evm-costume: EVM [1399, 1937, 1465, 2097]
list-item: ਮੈਂ ਦਲਜੀਤ ਸਿੰਘ ਪੁੱਤਰ ਜੋਗਾ ਸਿੰਘ ਵਾਸੀ ਪਿੰਡ ਸਵੱਦੀਆਂ, ਸ੍ਰੀ ਮੁਕਤਸਰ ਸਾਹਿਬ ਇਸ਼ਤਿਹਾਰ ਰਾਹੀਂ ਆਮ ਜਨਤਾ ਨੂੰ ਸੂਚਿਤ ਕਰਦਾ ਹਾਂ ਕਿ ਮੇਰਾ ਲੜਕਾ ਜੋ ਕਿ ਮੇਰੇ ਕਹਿਣੇ ਤੋਂ ਬਾਹਰ ਹੈ ਜਿਸ ਲਈ ਮੈਂ ਇਸ ਨੂੰ ਆਪਣੀ ਚੱਲ ਅਤੇ ਅਚੱਲ ਜਾਇਦਾਦ ਤੋਂ ਬੇਦਖ਼ਲ ਕਰਦਾ ਹਾਂ। [381, 275, 760, 344]
notice-title: Public Notice [1357, 63, 1453, 78]
list-item: ਮੈਂ ਸਾਹਿਲ ਪੁੱਤਰ ਰਾਮ ਲੁਭਾਇਆ ਪਿੰਡ ਰਾਜਗੜ੍ਹ ਉਰਫ ਢੁੱਡੀਕੇ, ਡਾਕ ਸਮੁੰਦਗੜ੍ਹ, ਤਹਿਸੀਲ ਗੜ੍ਹਸ਼ੰਕਰ, ਜ਼ਿਲਾ ਹੁਸ਼ਿਆਰਪੁਰ ਨੇ ਆਪਣਾ ਨਾਮ ਬਦਲ ਕੇ ਸਾਹਿਲ ਕਲਿਆਣ ਰੱਖ ਲਿਆ ਹੈ। [5, 634, 184, 739]
news-body: ਮਲੇਰਕੋਟਲਾ, 22 ਸਤੰਬਰ (ਗੁਰਮੀਤ ਸਿੰਘ ਚੌਹਾਨ) ਸ੍ਰੀ ਰਾਮਲੀਲਾ ਕਮੇਟੀ (ਰਜਿ.) ਮਲੇਰਕੋਟਲਾ ਵੱਲੋਂ ਸ਼੍ਰੀ ਰਾਮਲੀਲਾ ਦੇ ਮੰਚਨ ਦੀ ਸ਼ੁਰੂਆਤ 25 ਸਤੰਬਰ ਤੋਂ ਕੀਤੀ ਜਾ ਰਹੀ ਹੈ। ਕਮੇਟੀ ਦੇ ਪ੍ਰਧਾਨ ਨੇ ਦੱਸਿਆ ਕਿ ਇਸ ਵਾਰ ਰਾਮਲੀਲਾ ਦਾ ਮੰਚਨ ਵਿਸ਼ੇਸ਼ ਢੰਗ ਨਾਲ ਕੀਤਾ ਜਾਵੇਗਾ ਅਤੇ ਸਾਰੀਆਂ ਤਿਆਰੀਆਂ ਮੁਕੰਮਲ ਕਰ ਲਈਆਂ ਗਈਆਂ ਹਨ। [1136, 1732, 1506, 1796]
naam-badli-2-listings [764, 98, 1131, 1175]
bedakhli-listings [381, 98, 760, 1020]
news-3-row [1136, 1889, 1506, 2126]
list-item: ਮੈਂ ਰਵਿੰਦਰ ਕੌਰ ਪਤਨੀ ਹਰਪ੍ਰੀਤ ਸਿੰਘ ਵਾਸੀ ਮਕਾਨ ਨੰ. 5, ਫਰੈਂਡਜ਼ ਕਲੋਨੀ, ਮਲੇਰਕੋਟਲਾ ਨੇ ਆਪਣਾ ਨਾਮ ਬਦਲ ਕੇ ਰਵਿੰਦਰ ਕੌਰ ਰੱਖ ਲਿਆ ਹੈ। [195, 543, 375, 612]
list-item: ਮੈਂ ਹਰਿੰਦਰ ਸਿੰਘ ਗਰੇਵਾਲ ਪੁੱਤਰ ਗੁਰਬਖ਼ਸ਼ ਸਿੰਘ ਵਾਸੀ ਕਾਲਾ ਗਰੇਵਾਲ ਮਕਾਨ ਨੰਬਰ 19985 ਗਲੀ ਨੰਬਰ 7, ਤ੍ਰਿਪਤ ਸਿੰਘ ਨਗਰ ਬਠਿੰਡਾ ਨੇ ਆਪਣਾ ਨਾਮ ਬਦਲ ਕੇ ਹਰਿੰਦਰ ਸਿੰਘ ਰੱਖ ਲਿਆ ਹੈ। [5, 1252, 184, 1357]
list-item: ਮੈਂ ਰਿਸ਼ਵਿੰਦਰ ਸਿੰਘ ਪੁੱਤਰ ਰਣਜੀਤ ਸ਼ਾਹ ਵਾਸੀ ਮੁਹੱਲਾ ਮੁਕਰਬਿਆਂ ਸਰਹਿੰਦੀ ਗੇਟ ਮਲੇਰਕੋਟਲਾ ਜ਼ਿਲ੍ਹਾ ਮਲੇਰਕੋਟਲਾ ਵਿਆਹ ਕਰਦਾ ਹਾਂ ਕਿ ਮੇਰਾ ਲੜਕਾ ਆਪਣਾ ਮਨੋਂ ਇਸਦੀ ਪਤਨੀ ਦਾ ਨਾਮ ਬਦਲਿਆ ਕਿ ਮੇਰੇ ਕਹਿਣੇ ਤੋਂ ਬਾਹਰ ਹੈ। [764, 1218, 1131, 1269]
list-item: ਗੁਰਮੀਤ ਕੌਰ ਜਗਦੀਪ ਸਿੰਘ ਵਾਸੀ ਪਿੰਡ ਵੱਡਾ ਭਾਈ ਗੁਲਾਬ ਸਿੰਘ (ਫਿਰੋਜ਼ਪੁਰ) ਦੇ ਨਾਮ ਚੱਲਦਾ ਟਿਊਬਵੈੱਲ ਕੁਨੈਕਸ਼ਨ ਖਾਤਾ ਨੰਬਰ ਏ ਪੀ 28/1387, 12.5 ਐਚ ਪੀ ਨਾਮ ਬਦਲੀ ਲਈ ਅਰਜ਼ੀ ਦਿੱਤੀ ਗਈ ਹੈ। [1136, 956, 1506, 1003]
list-item: I, JAGTAR SINGH TUNG S/O BALWANT SINGH TUNG R/O SAHIBANA DISTT. LUDHIANA DECLARE THAT I AM HOLDER OF DRIVING LIECENCE NO. PB1020100350964 ISSUED BY RTA LUDHIANA. IN THIS LIECENCE MY FATHER'S NAME MENTIONED AS BALWANT SINGH BUT ON MY AADHAR CARD MENTIONED AS BALWANT SINGH TUNG. NOW BALWANT SINGH TUNG IS CORRECT NAME.7171 [764, 99, 1131, 1162]
list-item: ਮੈਂ ਗੀਤਾ ਰਾਣੀ ਪਤਨੀ ਸੁਭਾਸ਼ ਕੁਮਾਰ ਵਾਸੀ ਮਕਾਨ ਨੰ: 6/181, ਪੁਰਾਣੀ ਮੰਡੀ ਮੁੱਲਾਂਪੁਰ ਜ਼ਿਲਾ ਲੁਧਿਆਣਾ ਨੇ ਆਪਣਾ ਨਾਮ ਬਦਲ ਕੇ ਗੀਤਾ ਰਾਣੀ ਅਗਰਵਾਲ ਰੱਖ ਲਿਆ ਹੈ। [5, 343, 184, 430]
column-divider [761, 57, 762, 2327]
list-item: ਮੈਂ ਸਰਬਜੀਤ ਕੌਰ ਵਿਚਾਰਾ ਪਤਨੀ ਕੰਵਰਜੀਤ ਸਿੰਘ ਵਿਚਾਰਾ ਵਾਸੀ ਐਮ-56, ਸਰਾਭਾ ਨਗਰ, ਲੁਧਿਆਣਾ ਨੇ ਆਪਣਾ ਨਾਮ ਬਦਲ ਕੇ ਸਰਬਜੀਤ ਕੌਰ ਰੱਖ ਲਿਆ ਹੈ। [764, 408, 942, 496]
list-item: ਮੈਂ Zora ਸਿੰਘ ਪੁੱਤਰ ਮੱਘ ਸਿੰਘ ਵਾਸੀ ਅਮਲ ਸਿੰਘ ਵਾਲਾ ਜ਼ਿਲਾ ਬਰਨਾਲਾ ਨੇ ਆਪਣਾ ਨਾਮ ਬਦਲ ਕੇ Jora ਸਿੰਘ ਰੱਖ ਲਿਆ ਹੈ। [195, 992, 375, 1061]
list-item: ਮੈਂ ਹਰਜਿੰਦਰ ਸਿੰਘ ਪੁੱਤਰ ਕਰਿਆਮ ਸਿੰਘ ਵਾਸੀ 7/307/3, ਸ਼ਿਵਾ ਵਾਲਾ ਮੁਹੱਲਾ, ਬਹੁਤ ਪਾਲਾ, ਜ਼ਿਲਾ ਪਟਿਆਲਾ ਨੇ ਆਪਣਾ ਬੇਦਖਲੀ ਨੋਟਿਸ ਰੱਦ ਕਰ ਦਿੱਤਾ ਹੈ। [764, 1375, 1131, 1408]
disclaimer-title: ਇਸ਼ਤਿਹਾਰ ਸੰਬੰਧੀ ਜ਼ਰੂਰੀ ਬੇਨਤੀ [1336, 1090, 1506, 1111]
bank-account-box [5, 57, 375, 203]
boli-title: Boli Suchna [1153, 195, 1281, 218]
list-item: ਮੈਂ ਸਤੀਸ਼ ਕੁਮਾਰ ਪੁੱਤਰ ਮਦਨ ਲਾਲ ਵਾਸੀ ਮਕਾਨ ਨੰ. 686, ਧਾਂਦਰਾ, ਲੁਧਿਆਣਾ ਨੇ ਆਪਣਾ ਨਾਮ ਬਦਲ ਕੇ ਸਤੀਸ਼ ਕੁਮਾਰ ਰੱਖ ਲਿਆ ਹੈ। [195, 622, 375, 691]
list-item: ਮੈਂ ਜਿੰਦਰ ਕੌਰ ਪਤਨੀ ਸਵ. ਲਾਲ ਸਿੰਘ ਵਾਸੀ ਪਿੰਡ ਮੋਤੇਵਾਲਾ ਬਲੋਟੀ ਤਹਿਸੀਲ ਲੁਧਿਆਣਾ ਦੀ ਵਿਆਹ ਕਰਦੀ ਹਾਂ ਕਿ ਮੇਰੀ ਨੂੰਹ ਪ੍ਰਿੰਸਵਰ ਰਾਣੀ ਪਤਨੀ ਸੰਦੀਪ ਕੁਮਾਰ ਜੋ ਕਿ ਮੇਰੇ ਕਹਿਣੇ ਤੋਂ ਬਾਹਰ ਹੈ ਜਿਸ ਲਈ ਮੈਂ ਇਸ ਨੂੰ ਆਪਣੀ ਚੱਲ ਅਤੇ ਅਚੱਲ ਜਾਇਦਾਦ ਤੋਂ ਬੇਦਖ਼ਲ ਕਰਦੀ ਹਾਂ ਇਸ ਨਾਲ ਲੈਣ ਦੇਣ ਕਰਨ ਵਾਲਾ ਖੁਦ ਜ਼ਿੰਮੇਵਾਰ ਹੋਵੇਗਾ। 7171 [381, 178, 760, 266]
